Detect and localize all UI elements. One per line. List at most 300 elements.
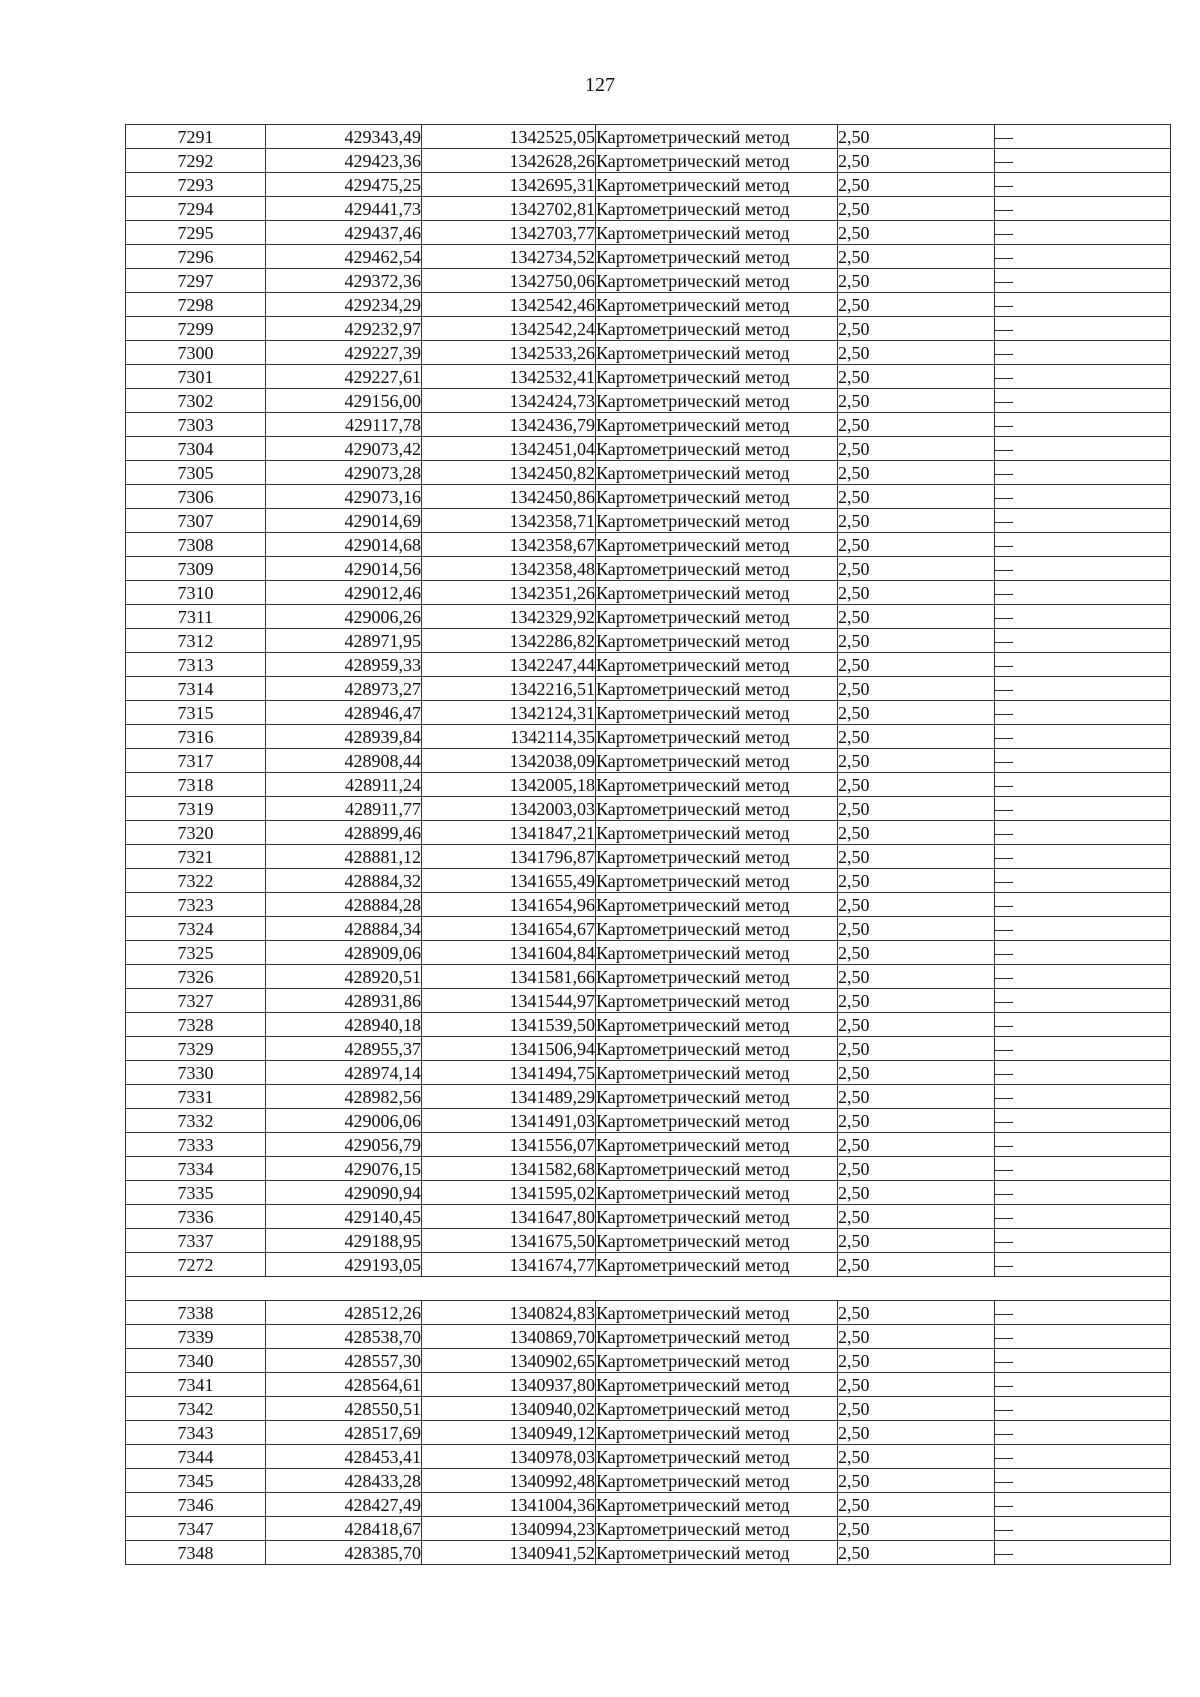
accuracy-cell: 2,50 (838, 389, 995, 413)
x-coordinate-cell: 429014,69 (266, 509, 422, 533)
x-coordinate-cell: 428881,12 (266, 845, 422, 869)
y-coordinate-cell: 1340902,65 (422, 1349, 596, 1373)
method-cell: Картометрический метод (596, 869, 838, 893)
y-coordinate-cell: 1341674,77 (422, 1253, 596, 1277)
y-coordinate-cell: 1341491,03 (422, 1109, 596, 1133)
table-row (126, 509, 1171, 533)
point-number-cell: 7300 (126, 341, 266, 365)
table-row (126, 1493, 1171, 1517)
accuracy-cell: 2,50 (838, 1493, 995, 1517)
description-cell: — (995, 461, 1171, 485)
table-row (126, 1013, 1171, 1037)
table-row (126, 1109, 1171, 1133)
point-number-cell: 7310 (126, 581, 266, 605)
table-row (126, 941, 1171, 965)
method-cell: Картометрический метод (596, 1205, 838, 1229)
point-number-cell: 7314 (126, 677, 266, 701)
accuracy-cell: 2,50 (838, 197, 995, 221)
table-row (126, 605, 1171, 629)
accuracy-cell: 2,50 (838, 269, 995, 293)
table-row (126, 1373, 1171, 1397)
y-coordinate-cell: 1340978,03 (422, 1445, 596, 1469)
point-number-cell: 7297 (126, 269, 266, 293)
y-coordinate-cell: 1342703,77 (422, 221, 596, 245)
y-coordinate-cell: 1342424,73 (422, 389, 596, 413)
x-coordinate-cell: 428920,51 (266, 965, 422, 989)
y-coordinate-cell: 1341539,50 (422, 1013, 596, 1037)
point-number-cell: 7344 (126, 1445, 266, 1469)
y-coordinate-cell: 1341647,80 (422, 1205, 596, 1229)
point-number-cell: 7326 (126, 965, 266, 989)
accuracy-cell: 2,50 (838, 1517, 995, 1541)
description-cell: — (995, 269, 1171, 293)
description-cell: — (995, 221, 1171, 245)
table-row (126, 557, 1171, 581)
description-cell: — (995, 389, 1171, 413)
point-number-cell: 7348 (126, 1541, 266, 1565)
accuracy-cell: 2,50 (838, 629, 995, 653)
table-row (126, 1325, 1171, 1349)
description-cell: — (995, 629, 1171, 653)
point-number-cell: 7343 (126, 1421, 266, 1445)
description-cell: — (995, 317, 1171, 341)
table-row (126, 533, 1171, 557)
y-coordinate-cell: 1341506,94 (422, 1037, 596, 1061)
point-number-cell: 7311 (126, 605, 266, 629)
accuracy-cell: 2,50 (838, 725, 995, 749)
description-cell: — (995, 1373, 1171, 1397)
table-row (126, 1517, 1171, 1541)
y-coordinate-cell: 1342358,48 (422, 557, 596, 581)
accuracy-cell: 2,50 (838, 1133, 995, 1157)
description-cell: — (995, 509, 1171, 533)
description-cell: — (995, 293, 1171, 317)
table-row (126, 989, 1171, 1013)
x-coordinate-cell: 428433,28 (266, 1469, 422, 1493)
description-cell: — (995, 1109, 1171, 1133)
x-coordinate-cell: 428884,32 (266, 869, 422, 893)
table-row (126, 1037, 1171, 1061)
accuracy-cell: 2,50 (838, 845, 995, 869)
table-row (126, 173, 1171, 197)
method-cell: Картометрический метод (596, 1541, 838, 1565)
table-row (126, 1349, 1171, 1373)
accuracy-cell: 2,50 (838, 221, 995, 245)
method-cell: Картометрический метод (596, 1397, 838, 1421)
accuracy-cell: 2,50 (838, 509, 995, 533)
point-number-cell: 7312 (126, 629, 266, 653)
x-coordinate-cell: 429232,97 (266, 317, 422, 341)
accuracy-cell: 2,50 (838, 893, 995, 917)
table-row (126, 1469, 1171, 1493)
description-cell: — (995, 1205, 1171, 1229)
description-cell: — (995, 1301, 1171, 1325)
x-coordinate-cell: 429343,49 (266, 125, 422, 149)
x-coordinate-cell: 428974,14 (266, 1061, 422, 1085)
description-cell: — (995, 1541, 1171, 1565)
x-coordinate-cell: 428418,67 (266, 1517, 422, 1541)
accuracy-cell: 2,50 (838, 1109, 995, 1133)
x-coordinate-cell: 429234,29 (266, 293, 422, 317)
description-cell: — (995, 557, 1171, 581)
method-cell: Картометрический метод (596, 1517, 838, 1541)
x-coordinate-cell: 429156,00 (266, 389, 422, 413)
x-coordinate-cell: 429140,45 (266, 1205, 422, 1229)
y-coordinate-cell: 1342451,04 (422, 437, 596, 461)
method-cell: Картометрический метод (596, 893, 838, 917)
method-cell: Картометрический метод (596, 773, 838, 797)
point-number-cell: 7302 (126, 389, 266, 413)
table-row (126, 677, 1171, 701)
accuracy-cell: 2,50 (838, 125, 995, 149)
description-cell: — (995, 485, 1171, 509)
method-cell: Картометрический метод (596, 1469, 838, 1493)
y-coordinate-cell: 1341675,50 (422, 1229, 596, 1253)
description-cell: — (995, 1349, 1171, 1373)
point-number-cell: 7342 (126, 1397, 266, 1421)
y-coordinate-cell: 1340941,52 (422, 1541, 596, 1565)
x-coordinate-cell: 428973,27 (266, 677, 422, 701)
accuracy-cell: 2,50 (838, 341, 995, 365)
y-coordinate-cell: 1342351,26 (422, 581, 596, 605)
method-cell: Картометрический метод (596, 269, 838, 293)
description-cell: — (995, 1421, 1171, 1445)
description-cell: — (995, 725, 1171, 749)
x-coordinate-cell: 428517,69 (266, 1421, 422, 1445)
y-coordinate-cell: 1340949,12 (422, 1421, 596, 1445)
method-cell: Картометрический метод (596, 149, 838, 173)
point-number-cell: 7295 (126, 221, 266, 245)
accuracy-cell: 2,50 (838, 605, 995, 629)
description-cell: — (995, 173, 1171, 197)
accuracy-cell: 2,50 (838, 1253, 995, 1277)
method-cell: Картометрический метод (596, 1133, 838, 1157)
description-cell: — (995, 917, 1171, 941)
accuracy-cell: 2,50 (838, 677, 995, 701)
table-row (126, 1205, 1171, 1229)
point-number-cell: 7330 (126, 1061, 266, 1085)
x-coordinate-cell: 429462,54 (266, 245, 422, 269)
y-coordinate-cell: 1342542,46 (422, 293, 596, 317)
description-cell: — (995, 1085, 1171, 1109)
x-coordinate-cell: 429117,78 (266, 413, 422, 437)
description-cell: — (995, 653, 1171, 677)
accuracy-cell: 2,50 (838, 965, 995, 989)
accuracy-cell: 2,50 (838, 1469, 995, 1493)
description-cell: — (995, 965, 1171, 989)
y-coordinate-cell: 1342003,03 (422, 797, 596, 821)
description-cell: — (995, 1493, 1171, 1517)
method-cell: Картометрический метод (596, 677, 838, 701)
y-coordinate-cell: 1341847,21 (422, 821, 596, 845)
method-cell: Картометрический метод (596, 1301, 838, 1325)
accuracy-cell: 2,50 (838, 245, 995, 269)
y-coordinate-cell: 1341604,84 (422, 941, 596, 965)
method-cell: Картометрический метод (596, 749, 838, 773)
method-cell: Картометрический метод (596, 1373, 838, 1397)
x-coordinate-cell: 429193,05 (266, 1253, 422, 1277)
method-cell: Картометрический метод (596, 437, 838, 461)
x-coordinate-cell: 429012,46 (266, 581, 422, 605)
description-cell: — (995, 1157, 1171, 1181)
accuracy-cell: 2,50 (838, 1085, 995, 1109)
x-coordinate-cell: 428453,41 (266, 1445, 422, 1469)
method-cell: Картометрический метод (596, 197, 838, 221)
x-coordinate-cell: 429441,73 (266, 197, 422, 221)
y-coordinate-cell: 1341655,49 (422, 869, 596, 893)
point-number-cell: 7317 (126, 749, 266, 773)
table-row (126, 1061, 1171, 1085)
accuracy-cell: 2,50 (838, 1205, 995, 1229)
x-coordinate-cell: 429475,25 (266, 173, 422, 197)
table-row (126, 365, 1171, 389)
y-coordinate-cell: 1342436,79 (422, 413, 596, 437)
accuracy-cell: 2,50 (838, 1157, 995, 1181)
table-row (126, 485, 1171, 509)
method-cell: Картометрический метод (596, 845, 838, 869)
accuracy-cell: 2,50 (838, 149, 995, 173)
point-number-cell: 7332 (126, 1109, 266, 1133)
table-row (126, 125, 1171, 149)
point-number-cell: 7304 (126, 437, 266, 461)
point-number-cell: 7305 (126, 461, 266, 485)
accuracy-cell: 2,50 (838, 173, 995, 197)
method-cell: Картометрический метод (596, 1349, 838, 1373)
x-coordinate-cell: 429423,36 (266, 149, 422, 173)
method-cell: Картометрический метод (596, 1013, 838, 1037)
point-number-cell: 7301 (126, 365, 266, 389)
point-number-cell: 7272 (126, 1253, 266, 1277)
x-coordinate-cell: 429056,79 (266, 1133, 422, 1157)
x-coordinate-cell: 428427,49 (266, 1493, 422, 1517)
table-row (126, 269, 1171, 293)
x-coordinate-cell: 429073,28 (266, 461, 422, 485)
y-coordinate-cell: 1341489,29 (422, 1085, 596, 1109)
point-number-cell: 7307 (126, 509, 266, 533)
table-row (126, 797, 1171, 821)
x-coordinate-cell: 428931,86 (266, 989, 422, 1013)
method-cell: Картометрический метод (596, 989, 838, 1013)
x-coordinate-cell: 428959,33 (266, 653, 422, 677)
method-cell: Картометрический метод (596, 821, 838, 845)
y-coordinate-cell: 1340869,70 (422, 1325, 596, 1349)
table-row (126, 1421, 1171, 1445)
method-cell: Картометрический метод (596, 965, 838, 989)
description-cell: — (995, 1397, 1171, 1421)
method-cell: Картометрический метод (596, 533, 838, 557)
x-coordinate-cell: 428946,47 (266, 701, 422, 725)
method-cell: Картометрический метод (596, 917, 838, 941)
description-cell: — (995, 149, 1171, 173)
coordinates-table (125, 124, 1171, 1565)
method-cell: Картометрический метод (596, 629, 838, 653)
x-coordinate-cell: 428884,34 (266, 917, 422, 941)
x-coordinate-cell: 429073,42 (266, 437, 422, 461)
method-cell: Картометрический метод (596, 941, 838, 965)
point-number-cell: 7336 (126, 1205, 266, 1229)
accuracy-cell: 2,50 (838, 749, 995, 773)
description-cell: — (995, 821, 1171, 845)
method-cell: Картометрический метод (596, 413, 838, 437)
x-coordinate-cell: 428955,37 (266, 1037, 422, 1061)
x-coordinate-cell: 428911,24 (266, 773, 422, 797)
x-coordinate-cell: 428940,18 (266, 1013, 422, 1037)
accuracy-cell: 2,50 (838, 917, 995, 941)
point-number-cell: 7319 (126, 797, 266, 821)
x-coordinate-cell: 429014,68 (266, 533, 422, 557)
y-coordinate-cell: 1342695,31 (422, 173, 596, 197)
accuracy-cell: 2,50 (838, 1229, 995, 1253)
description-cell: — (995, 605, 1171, 629)
x-coordinate-cell: 428385,70 (266, 1541, 422, 1565)
x-coordinate-cell: 428909,06 (266, 941, 422, 965)
method-cell: Картометрический метод (596, 653, 838, 677)
point-number-cell: 7291 (126, 125, 266, 149)
table-row (126, 413, 1171, 437)
accuracy-cell: 2,50 (838, 1181, 995, 1205)
method-cell: Картометрический метод (596, 557, 838, 581)
y-coordinate-cell: 1342750,06 (422, 269, 596, 293)
description-cell: — (995, 365, 1171, 389)
method-cell: Картометрический метод (596, 461, 838, 485)
table-row (126, 341, 1171, 365)
method-cell: Картометрический метод (596, 1157, 838, 1181)
x-coordinate-cell: 428911,77 (266, 797, 422, 821)
accuracy-cell: 2,50 (838, 293, 995, 317)
y-coordinate-cell: 1340937,80 (422, 1373, 596, 1397)
accuracy-cell: 2,50 (838, 869, 995, 893)
x-coordinate-cell: 428538,70 (266, 1325, 422, 1349)
method-cell: Картометрический метод (596, 725, 838, 749)
x-coordinate-cell: 428512,26 (266, 1301, 422, 1325)
table-row (126, 149, 1171, 173)
method-cell: Картометрический метод (596, 245, 838, 269)
y-coordinate-cell: 1342533,26 (422, 341, 596, 365)
accuracy-cell: 2,50 (838, 1013, 995, 1037)
point-number-cell: 7345 (126, 1469, 266, 1493)
y-coordinate-cell: 1342005,18 (422, 773, 596, 797)
y-coordinate-cell: 1342216,51 (422, 677, 596, 701)
method-cell: Картометрический метод (596, 317, 838, 341)
y-coordinate-cell: 1342286,82 (422, 629, 596, 653)
accuracy-cell: 2,50 (838, 1301, 995, 1325)
method-cell: Картометрический метод (596, 1229, 838, 1253)
accuracy-cell: 2,50 (838, 533, 995, 557)
y-coordinate-cell: 1341595,02 (422, 1181, 596, 1205)
table-row (126, 1133, 1171, 1157)
description-cell: — (995, 677, 1171, 701)
description-cell: — (995, 941, 1171, 965)
y-coordinate-cell: 1342542,24 (422, 317, 596, 341)
table-row (126, 221, 1171, 245)
y-coordinate-cell: 1342702,81 (422, 197, 596, 221)
description-cell: — (995, 1469, 1171, 1493)
method-cell: Картометрический метод (596, 125, 838, 149)
table-row (126, 1253, 1171, 1277)
point-number-cell: 7321 (126, 845, 266, 869)
point-number-cell: 7322 (126, 869, 266, 893)
table-row (126, 1181, 1171, 1205)
accuracy-cell: 2,50 (838, 317, 995, 341)
accuracy-cell: 2,50 (838, 1349, 995, 1373)
point-number-cell: 7341 (126, 1373, 266, 1397)
description-cell: — (995, 1229, 1171, 1253)
point-number-cell: 7313 (126, 653, 266, 677)
description-cell: — (995, 1445, 1171, 1469)
accuracy-cell: 2,50 (838, 989, 995, 1013)
description-cell: — (995, 341, 1171, 365)
point-number-cell: 7323 (126, 893, 266, 917)
x-coordinate-cell: 429076,15 (266, 1157, 422, 1181)
accuracy-cell: 2,50 (838, 653, 995, 677)
description-cell: — (995, 1037, 1171, 1061)
table-row (126, 1541, 1171, 1565)
description-cell: — (995, 1325, 1171, 1349)
description-cell: — (995, 125, 1171, 149)
point-number-cell: 7308 (126, 533, 266, 557)
accuracy-cell: 2,50 (838, 581, 995, 605)
point-number-cell: 7325 (126, 941, 266, 965)
description-cell: — (995, 197, 1171, 221)
table-row (126, 1157, 1171, 1181)
y-coordinate-cell: 1342628,26 (422, 149, 596, 173)
method-cell: Картометрический метод (596, 797, 838, 821)
description-cell: — (995, 533, 1171, 557)
description-cell: — (995, 581, 1171, 605)
point-number-cell: 7316 (126, 725, 266, 749)
y-coordinate-cell: 1341581,66 (422, 965, 596, 989)
point-number-cell: 7329 (126, 1037, 266, 1061)
method-cell: Картометрический метод (596, 509, 838, 533)
accuracy-cell: 2,50 (838, 365, 995, 389)
y-coordinate-cell: 1342525,05 (422, 125, 596, 149)
y-coordinate-cell: 1342114,35 (422, 725, 596, 749)
table-row (126, 653, 1171, 677)
table-row (126, 701, 1171, 725)
x-coordinate-cell: 428971,95 (266, 629, 422, 653)
table-row (126, 317, 1171, 341)
point-number-cell: 7292 (126, 149, 266, 173)
point-number-cell: 7339 (126, 1325, 266, 1349)
accuracy-cell: 2,50 (838, 1541, 995, 1565)
table-row (126, 1445, 1171, 1469)
point-number-cell: 7298 (126, 293, 266, 317)
y-coordinate-cell: 1342358,71 (422, 509, 596, 533)
description-cell: — (995, 1517, 1171, 1541)
table-row (126, 197, 1171, 221)
method-cell: Картометрический метод (596, 1253, 838, 1277)
table-row (126, 725, 1171, 749)
contour-separator-row (126, 1277, 1171, 1301)
method-cell: Картометрический метод (596, 581, 838, 605)
method-cell: Картометрический метод (596, 1181, 838, 1205)
table-row (126, 893, 1171, 917)
method-cell: Картометрический метод (596, 1325, 838, 1349)
table-row (126, 245, 1171, 269)
accuracy-cell: 2,50 (838, 1397, 995, 1421)
x-coordinate-cell: 429014,56 (266, 557, 422, 581)
accuracy-cell: 2,50 (838, 773, 995, 797)
y-coordinate-cell: 1341556,07 (422, 1133, 596, 1157)
point-number-cell: 7306 (126, 485, 266, 509)
accuracy-cell: 2,50 (838, 485, 995, 509)
table-row (126, 845, 1171, 869)
x-coordinate-cell: 428939,84 (266, 725, 422, 749)
method-cell: Картометрический метод (596, 1493, 838, 1517)
x-coordinate-cell: 428884,28 (266, 893, 422, 917)
method-cell: Картометрический метод (596, 1061, 838, 1085)
y-coordinate-cell: 1341494,75 (422, 1061, 596, 1085)
